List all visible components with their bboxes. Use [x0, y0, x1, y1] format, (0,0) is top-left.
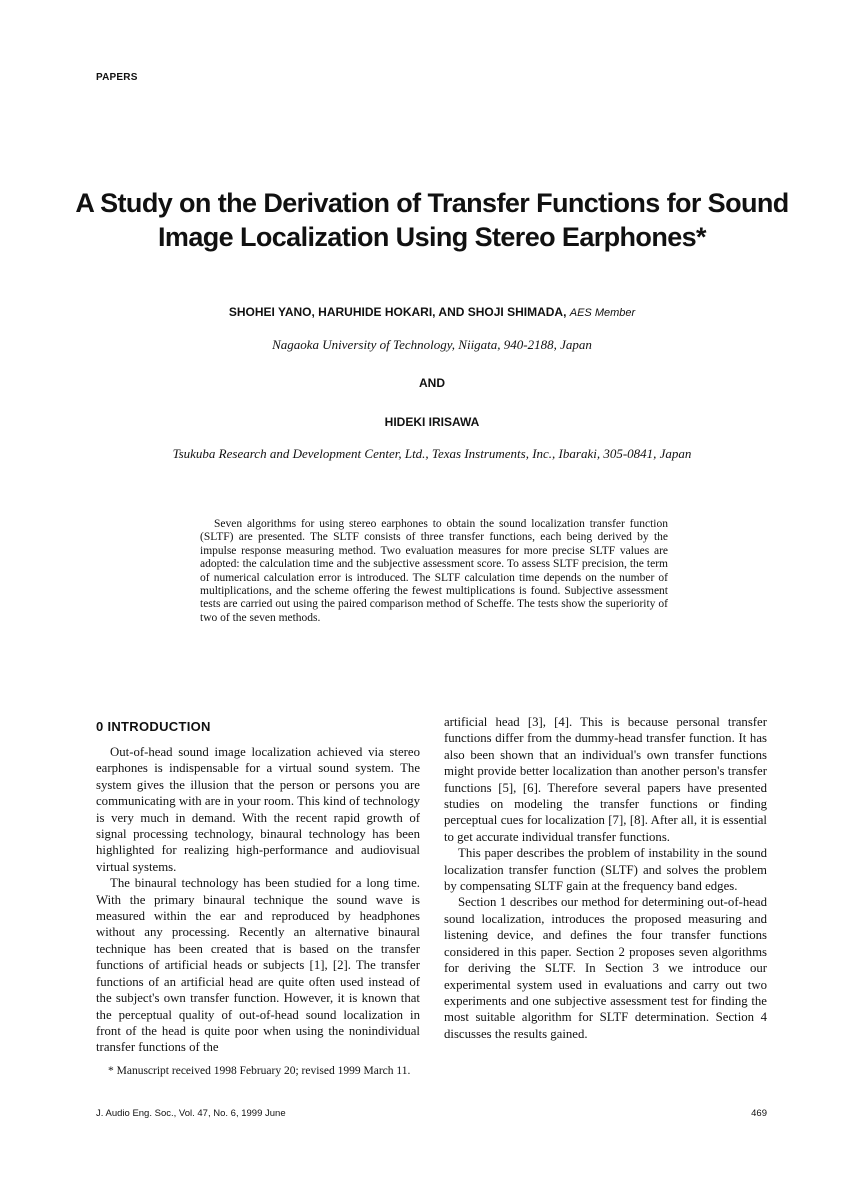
body-paragraph: The binaural technology has been studied for a long time. With the primary binaural technique the sound wave is measured within the ear and reproduced by headphones without any processing. Recently an alternative binaural technique has been created that is based on the transfer functions of artificial heads or subjects [1], [2]. The transfer functions of an artificial head are quite often used instead of the subject's own transfer function. However, it is known that the perceptual quality of out-of-head sound localization in front of the head is quite poor when using the nonindividual transfer functions of the — [96, 876, 420, 1055]
abstract: Seven algorithms for using stereo earphones to obtain the sound localization transfer function (SLTF) are presented. The SLTF consists of three transfer functions, each being derived by the impulse response measuring method. Two evaluation measures for more precise SLTF values are adopted: the calculation time and the subjective assessment score. To assess SLTF precision, the term of numerical calculation error is introduced. The SLTF calculation time depends on the number of multiplications, and the scheme offering the fewest multiplications is found. Subjective assessment tests are carried out using the paired comparison method of Scheffe. The tests show the superiority of two of the seven methods. — [200, 518, 668, 624]
second-author: HIDEKI IRISAWA — [384, 415, 480, 429]
section-heading-introduction: 0 INTRODUCTION — [96, 719, 211, 734]
footnote: * Manuscript received 1998 February 20; revised 1999 March 11. — [108, 1065, 411, 1077]
journal-citation: J. Audio Eng. Soc., Vol. 47, No. 6, 1999 June — [96, 1108, 286, 1119]
right-column — [444, 714, 767, 1042]
title-line-1: A Study on the Derivation of Transfer Functions for Sound — [75, 188, 789, 218]
author-names: SHOHEI YANO, HARUHIDE HOKARI, AND SHOJI SHIMADA, — [228, 305, 567, 319]
author-line — [60, 305, 804, 319]
page-number: 469 — [751, 1108, 767, 1119]
affiliation-1: Nagaoka University of Technology, Niigata, 940-2188, Japan — [272, 337, 592, 352]
body-paragraph-continuation: artificial head [3], [4]. This is because personal transfer functions differ from the dummy-head transfer function. It has also been shown that an individual's own transfer functions might provide better localization than another person's transfer functions [5], [6]. Therefore several papers have presented studies on modeling the transfer functions or finding perceptual cues for localization [7], [8]. After all, it is essential to get accurate individual transfer functions. — [444, 715, 767, 844]
body-paragraph: Section 1 describes our method for determining out-of-head sound localization, introduces the proposed measuring and listening device, and defines the four transfer functions considered in this paper. Section 2 proposes seven algorithms for deriving the SLTF. In Section 3 we introduce our experimental system used in evaluations and carry out two experiments and one subjective assessment test for finding the most suitable algorithm for SLTF determination. Section 4 discusses the results gained. — [444, 895, 767, 1041]
paper-title — [60, 186, 804, 254]
affiliation-2: Tsukuba Research and Development Center, Ltd., Texas Instruments, Inc., Ibaraki, 305-0841, Japan — [172, 446, 692, 461]
body-paragraph: Out-of-head sound image localization achieved via stereo earphones is indispensable for a virtual sound system. The system gives the illusion that the person or persons you are communicating with are in your room. This kind of technology is very much in demand. With the recent rapid growth of signal processing technology, binaural technology has been highlighted for realizing high-performance and audiovisual virtual systems. — [96, 745, 420, 874]
section-label: PAPERS — [96, 72, 138, 83]
membership-label: AES Member — [569, 307, 636, 319]
author-conjunction: AND — [419, 376, 445, 390]
title-line-2: Image Localization Using Stereo Earphones* — [158, 222, 706, 252]
left-column — [96, 744, 420, 1056]
body-paragraph: This paper describes the problem of instability in the sound localization transfer function (SLTF) and solves the problem by compensating SLTF gain at the frequency band edges. — [444, 846, 767, 894]
